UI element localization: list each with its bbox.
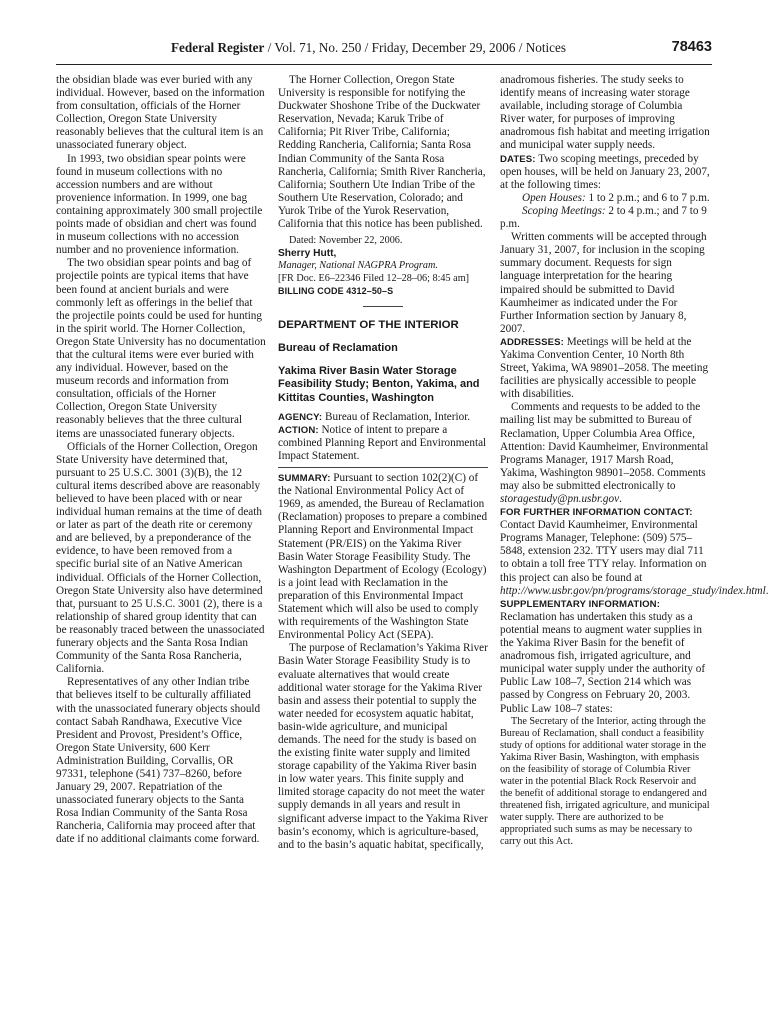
volume-number: Vol. 71, No. 250 xyxy=(274,40,362,55)
signer-title: Manager, National NAGPRA Program. xyxy=(278,260,438,272)
paragraph: the obsidian blade was ever buried with any individual. However, based on the information from consultation, officials of the Horner Collection, Oregon State University reasonably believes that the cultural item is an unassociated funerary object. xyxy=(56,74,265,152)
agency-text: Bureau of Reclamation, Interior. xyxy=(325,410,471,423)
journal-name: Federal Register xyxy=(171,40,265,55)
email-address: storagestudy@pn.usbr.gov xyxy=(500,493,620,505)
further-info-text: Contact David Kaumheimer, Environmental Programs Manager, Telephone: (509) 575–5848, extension 232. TTY users may dial 711 to obtain a toll free TTY relay. Information on this project can also be found at xyxy=(500,519,707,584)
paragraph: In 1993, two obsidian spear points were found in museum collections with no accession numbers and are without provenience information. In 1999, one bag containing approximately 300 small projectile points made of obsidian and chert was found in museum collections with no accession number and no provenience information. xyxy=(56,152,263,257)
paragraph: Comments and requests to be added to the mailing list may be submitted to Bureau of Reclamation, Upper Columbia Area Office, Attention: David Kaumheimer, Environmental Programs Manager, 1917 Marsh Road, Yakima, Washington 98901–2058. Comments may also be submitted electronically to storagestudy@pn.usbr.gov. xyxy=(500,401,709,505)
issue-date: Friday, December 29, 2006 xyxy=(371,40,516,55)
open-houses-line xyxy=(500,192,710,205)
paragraph: The Horner Collection, Oregon State University is responsible for notifying the Duckwater Shoshone Tribe of the Duckwater Reservation, Nevada; Karuk Tribe of California; Pit River Tribe, California; Redding Rancheria, California; Santa Rosa Indian Community of the Santa Rosa Rancheria, California; Smith River Rancheria, California; Southern Ute Indian Tribe of the Southern Ute Reservation, Colorado; and Yurok Tribe of the Yurok Reservation, California that this notice has been published. xyxy=(278,74,486,231)
notice-title: Yakima River Basin Water Storage Feasibility Study; Benton, Yakima, and Kittitas Counties, Washington xyxy=(278,365,480,404)
supplementary-label: SUPPLEMENTARY INFORMATION: xyxy=(500,598,661,610)
column-1 xyxy=(56,74,266,994)
dated-line: Dated: November 22, 2006. xyxy=(289,235,403,247)
section-name: Notices xyxy=(525,40,566,55)
scoping-label: Scoping Meetings: xyxy=(522,204,606,217)
summary-line xyxy=(278,472,488,642)
fr-doc-line: [FR Doc. E6–22346 Filed 12–28–06; 8:45 am] xyxy=(278,272,470,284)
column-2 xyxy=(278,74,488,994)
running-head: Federal Register / Vol. 71, No. 250 / Friday, December 29, 2006 / Notices xyxy=(171,40,566,55)
paragraph: anadromous fisheries. The study seeks to identify means of increasing water storage available, including storage of Columbia River water, for purposes of improving anadromous fish habitat and meeting irrigation and municipal water supply needs. xyxy=(500,74,710,152)
page-number: 78463 xyxy=(671,39,712,55)
addresses-text: Meetings will be held at the Yakima Convention Center, 10 North 8th Street, Yakima, WA 98901–2058. The meeting facilities are physically accessible to people with disabilities. xyxy=(500,335,709,401)
further-info-label: FOR FURTHER INFORMATION CONTACT: xyxy=(500,507,693,519)
department-heading: DEPARTMENT OF THE INTERIOR xyxy=(278,318,459,331)
paragraph: The two obsidian spear points and bag of projectile points are typical items that have been found at ancient burials and were commonly left as offerings in the belief that the projectile points could be used for hunting in the spirit world. The Horner Collection, Oregon State University has no documentation that the cultural items were ever buried with any individual. However, based on the museum records and information from consultation, officials of the Horner Collection, Oregon State University reasonably believes that the three cultural items are unassociated funerary objects. xyxy=(56,257,266,440)
signer-name: Sherry Hutt, xyxy=(278,248,337,260)
quoted-law: The Secretary of the Interior, acting through the Bureau of Reclamation, shall conduct a feasibility study of options for additional water storage in the Yakima River Basin, Washington, with emphasis on the feasibility of storage of Columbia River water in the potential Black Rock Reservoir and the benefit of additional storage to endangered and threatened fish, irrigated agriculture, and municipal water supply. There are authorized to be appropriated such sums as may be necessary to carry out this Act. xyxy=(500,715,710,847)
summary-label: SUMMARY: xyxy=(278,473,331,485)
separator xyxy=(363,306,403,307)
dates-line xyxy=(500,153,710,192)
addresses-label: ADDRESSES: xyxy=(500,336,564,348)
page-header xyxy=(56,40,712,60)
paragraph: Representatives of any other Indian tribe that believes itself to be culturally affiliated with the unassociated funerary objects should contact Sabah Randhawa, Executive Vice President and Provost, President’s Office, Oregon State University, 600 Kerr Administration Building, Corvallis, OR 97331, telephone (541) 737–8260, before January 29, 2007. Repatriation of the unassociated funerary objects to the Santa Rosa Indian Community of the Santa Rosa Rancheria, California may proceed after that date if no additional claimants come forward. xyxy=(56,676,261,846)
paragraph: Written comments will be accepted through January 31, 2007, for inclusion in the scoping summary document. Requests for sign language interpretation for the hearing impaired should be submitted to David Kaumheimer as indicated under the For Further Information section by January 8, 2007. xyxy=(500,231,707,335)
separator xyxy=(278,467,488,468)
open-houses-text: 1 to 2 p.m.; and 6 to 7 p.m. xyxy=(588,191,710,204)
supplementary-text: Reclamation has undertaken this study as a potential means to augment water supplies in the Yakima River Basin for the benefit of anadromous fish, irrigated agriculture, and municipal water supply under the authority of Public Law 108–7, Section 214 which was passed by Congress on February 20, 2003. Public Law 108–7 states: xyxy=(500,610,706,715)
summary-text: Pursuant to section 102(2)(C) of the National Environmental Policy Act of 1969, as amended, the Bureau of Reclamation (Reclamation) proposes to prepare a combined Planning Report and Environmental Impact Statement (PR/EIS) on the Yakima River Basin Water Storage Feasibility Study. The Washington Department of Ecology (Ecology) is a joint lead with Reclamation in the preparation of this Environmental Impact Statement which will also be used to comply with requirements of the Washington State Environmental Policy Act (SEPA). xyxy=(278,472,488,642)
column-3 xyxy=(500,74,769,994)
agency-line xyxy=(278,411,488,424)
billing-code: BILLING CODE 4312–50–S xyxy=(278,285,394,296)
dates-label: DATES: xyxy=(500,153,536,165)
further-info-line: FOR FURTHER INFORMATION CONTACT: Contact David Kaumheimer, Environmental Programs Manager, Telephone: (509) 575–5848, extension 232. TTY users may dial 711 to obtain a toll free TTY relay. Information on this project can also be found at http://www.usbr.gov/pn/programs/storage_study/index.html. xyxy=(500,507,769,597)
supplementary-line xyxy=(500,598,710,716)
action-text: Notice of intent to prepare a combined Planning Report and Environmental Impact Statement. xyxy=(278,423,487,462)
bureau-heading: Bureau of Reclamation xyxy=(278,342,398,355)
scoping-text: 2 to 4 p.m.; and 7 to 9 p.m. xyxy=(500,204,707,231)
scoping-line xyxy=(500,205,710,231)
header-rule xyxy=(56,64,712,65)
paragraph: The purpose of Reclamation’s Yakima River Basin Water Storage Feasibility Study is to evaluate alternatives that would create additional water storage for the Yakima River basin and assess their potential to supply the water needed for ecosystem aquatic habitat, basin-wide agriculture, and municipal demands. The need for the study is based on the existing finite water supply and limited storage capability of the Yakima River basin in low water years. This finite supply and limited storage capacity do not meet the water supply demands in all years and result in significant adverse impact to the Yakima River basin’s economy, which is agriculture-based, and to the basin’s aquatic habitat, specifically, xyxy=(278,642,488,851)
agency-label: AGENCY: xyxy=(278,411,323,423)
action-label: ACTION: xyxy=(278,424,319,436)
addresses-line xyxy=(500,336,710,401)
paragraph: Officials of the Horner Collection, Oregon State University have determined that, pursuant to 25 U.S.C. 3001 (3)(B), the 12 cultural items described above are reasonably believed to have been placed with or near individual human remains at the time of death or later as part of the death rite or ceremony and are believed, by a preponderance of the evidence, to have been removed from a specific burial site of an Native American individual. Officials of the Horner Collection, Oregon State University also have determined that, pursuant to 25 U.S.C. 3001 (2), there is a relationship of shared group identity that can be reasonably traced between the unassociated funerary objects and the Santa Rosa Indian Community of the Santa Rosa Rancheria, California. xyxy=(56,440,265,676)
dates-text: Two scoping meetings, preceded by open houses, will be held on January 23, 2007, at the following times: xyxy=(500,152,710,191)
project-url: http://www.usbr.gov/pn/programs/storage_study/index.html xyxy=(500,584,766,597)
open-houses-label: Open Houses: xyxy=(522,191,586,204)
action-line xyxy=(278,424,488,463)
